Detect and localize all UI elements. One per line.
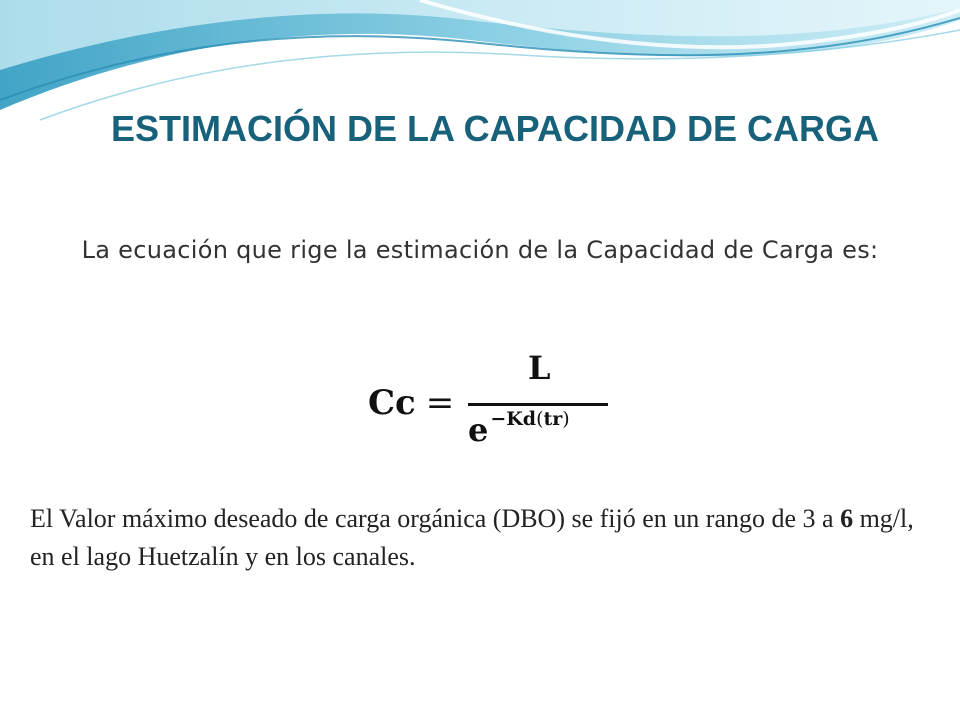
equation-lhs-symbol: Cc xyxy=(368,383,416,423)
denominator-base: e xyxy=(468,411,489,449)
paragraph-bold-value: 6 xyxy=(840,504,854,533)
exponent-variable: tr xyxy=(543,408,563,430)
exponent-prefix: −Kd xyxy=(490,408,537,430)
dbo-paragraph xyxy=(30,500,935,576)
denominator-exponent xyxy=(490,408,569,430)
paragraph-part1: El Valor máximo deseado de carga orgánica (DBO) se fijó en un rango de 3 a xyxy=(30,504,841,533)
exponent-close-paren: ) xyxy=(562,408,570,430)
equation-numerator: L xyxy=(528,349,551,387)
equation-intro-text: La ecuación que rige la estimación de la Capacidad de Carga es: xyxy=(81,236,879,264)
exponent-open-paren: ( xyxy=(536,408,544,430)
slide-title: ESTIMACIÓN DE LA CAPACIDAD DE CARGA xyxy=(110,108,879,149)
equation-denominator xyxy=(468,408,570,449)
equals-sign: = xyxy=(425,383,455,423)
capacity-equation xyxy=(368,345,628,455)
equation-left-side xyxy=(368,383,454,423)
paragraph-part2: mg/l, en el lago Huetzalín y en los canales. xyxy=(30,504,914,571)
fraction-bar xyxy=(468,403,608,406)
